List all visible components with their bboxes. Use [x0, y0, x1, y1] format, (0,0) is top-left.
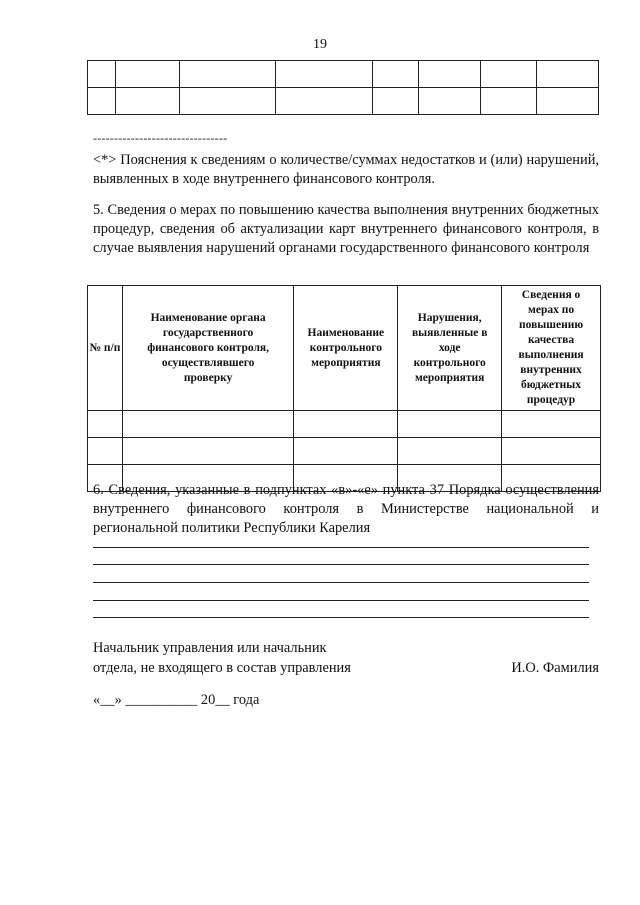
section-5-heading: 5. Сведения о мерах по повышению качества выполнения внутренних бюджетных процедур, сведения об актуализации карт внутреннего финансового контроля, в случае выявления нарушений органами государственного финансового контроля: [93, 202, 599, 256]
continuation-table: [87, 60, 599, 115]
fill-in-line: [93, 617, 589, 618]
signatory-role: [93, 638, 393, 678]
table-cell: [419, 61, 481, 88]
table-cell: [398, 438, 502, 465]
signatory-role-line: Начальник управления или начальник: [93, 640, 327, 656]
table-cell: [373, 88, 419, 115]
column-header-control-event: Наименование контрольного мероприятия: [294, 286, 398, 411]
fill-in-line: [93, 600, 589, 601]
footnote-text: <*> Пояснения к сведениям о количестве/суммах недостатков и (или) нарушений, выявленных в ходе внутреннего финансового контроля.: [93, 152, 599, 187]
table-cell: [115, 88, 179, 115]
table-cell: [122, 411, 294, 438]
table-cell: [275, 88, 373, 115]
table-cell: [502, 438, 601, 465]
table-cell: [88, 438, 123, 465]
table-cell: [294, 438, 398, 465]
table-cell: [88, 411, 123, 438]
table-cell: [115, 61, 179, 88]
signatory-name: И.О. Фамилия: [511, 660, 599, 676]
measures-table: [87, 285, 601, 492]
column-header-measures: Сведения о мерах по повышению качества выполнения внутренних бюджетных процедур: [502, 286, 601, 411]
table-cell: [419, 88, 481, 115]
table-cell: [294, 411, 398, 438]
table-header-row: [88, 286, 601, 411]
column-header-violations: Нарушения, выявленные в ходе контрольного мероприятия: [398, 286, 502, 411]
column-header-control-body: Наименование органа государственного финансового контроля, осуществлявшего проверку: [122, 286, 294, 411]
table-cell: [88, 88, 116, 115]
table-cell: [88, 61, 116, 88]
table-cell: [179, 88, 275, 115]
footnote-separator: --------------------------------: [93, 131, 228, 145]
page-number: 19: [313, 37, 327, 52]
table-cell: [481, 88, 537, 115]
column-header-number: № п/п: [88, 286, 123, 411]
date-line: «__» __________ 20__ года: [93, 692, 260, 708]
table-row: [88, 88, 599, 115]
fill-in-line: [93, 564, 589, 565]
section-6-heading: 6. Сведения, указанные в подпунктах «в»-«е» пункта 37 Порядка осуществления внутреннего финансового контроля в Министерстве национальной и региональной политики Республики Карелия: [93, 482, 599, 536]
table-cell: [373, 61, 419, 88]
table-cell: [179, 61, 275, 88]
table-cell: [537, 61, 599, 88]
table-row: [88, 411, 601, 438]
table-cell: [275, 61, 373, 88]
table-cell: [481, 61, 537, 88]
table-cell: [502, 411, 601, 438]
fill-in-line: [93, 547, 589, 548]
table-row: [88, 438, 601, 465]
table-cell: [537, 88, 599, 115]
table-row: [88, 61, 599, 88]
table-cell: [398, 411, 502, 438]
table-cell: [122, 438, 294, 465]
fill-in-line: [93, 582, 589, 583]
signatory-role-line: отдела, не входящего в состав управления: [93, 660, 351, 676]
